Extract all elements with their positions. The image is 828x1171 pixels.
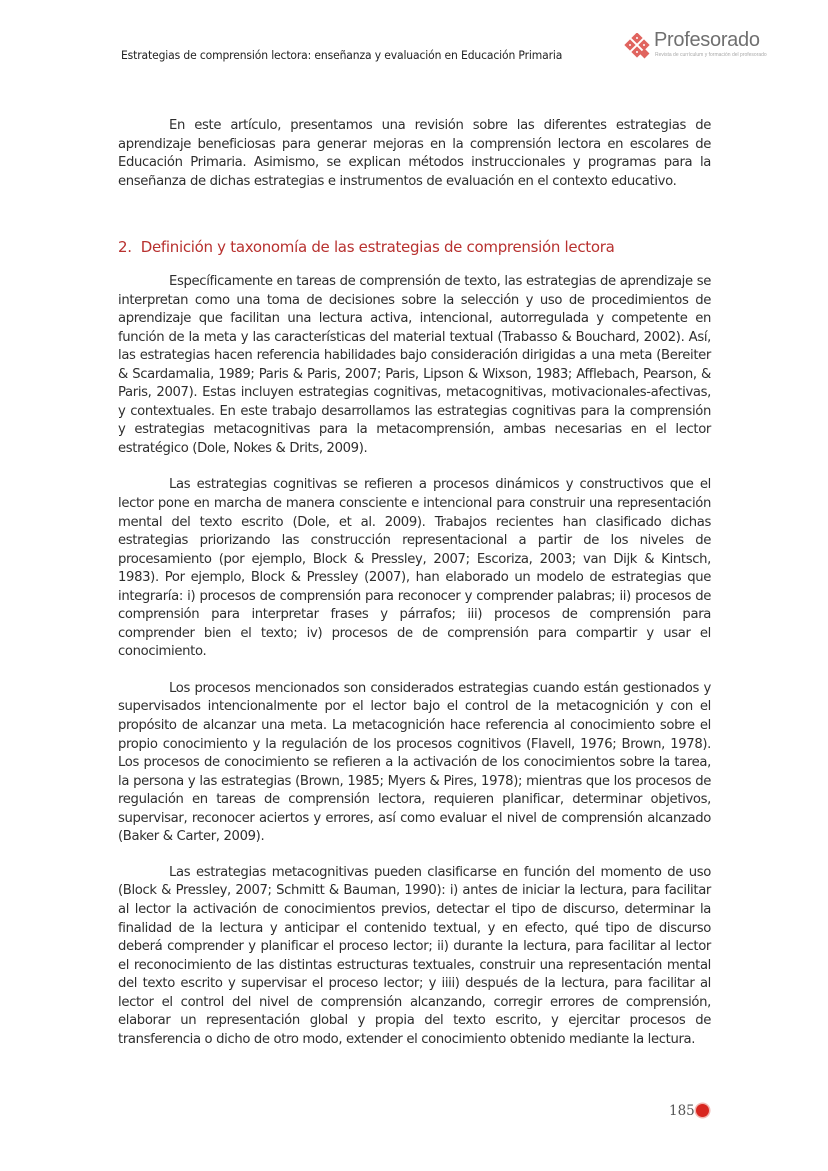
section-heading	[118, 238, 614, 256]
intro-block	[118, 117, 711, 191]
body-paragraph: Los procesos mencionados son considerados estrategias cuando están gestionados y supervisados intencionalmente por el lector bajo el control de la metacognición y con el propósito de alcanzar una meta. La metacognición hace referencia al conocimiento sobre el propio conocimiento y la regulación de los procesos cognitivos (Flavell, 1976; Brown, 1978). Los procesos de conocimiento se refieren a la activación de los conocimientos sobre la tarea, la persona y las estrategias (Brown, 1985; Myers & Pires, 1978); mientras que los procesos de regulación en tareas de comprensión lectora, requieren planificar, determinar objetivos, supervisar, reconocer aciertos y errores, así como evaluar el nivel de comprensión alcanzado (Baker & Carter, 2009).	[118, 680, 711, 845]
section-title: Definición y taxonomía de las estrategias de comprensión lectora	[140, 238, 615, 256]
running-header-title: Estrategias de comprensión lectora: enseñanza y evaluación en Educación Primaria	[121, 48, 563, 62]
logo-subtitle: Revista de currículum y formación del profesorado	[655, 52, 767, 58]
section-number: 2.	[118, 238, 132, 256]
body-paragraph: Específicamente en tareas de comprensión de texto, las estrategias de aprendizaje se interpretan como una toma de decisiones sobre la selección y uso de procedimientos de aprendizaje que facilitan una lectura activa, intencional, autorregulada y competente en función de la meta y las características del material textual (Trabasso & Bouchard, 2002). Así, las estrategias hacen referencia habilidades bajo consideración dirigidas a una meta (Bereiter & Scardamalia, 1989; Paris & Paris, 2007; Paris, Lipson & Wixson, 1983; Afflebach, Pearson, & Paris, 2007). Estas incluyen estrategias cognitivas, metacognitivas, motivacionales-afectivas, y contextuales. En este trabajo desarrollamos las estrategias cognitivas para la comprensión y estrategias metacognitivas para la metacomprensión, ambas necesarias en el lector estratégico (Dole, Nokes & Drits, 2009).	[118, 274, 711, 456]
body-paragraph: Las estrategias metacognitivas pueden clasificarse en función del momento de uso (Block & Pressley, 2007; Schmitt & Bauman, 1990): i) antes de iniciar la lectura, para facilitar al lector la activación de conocimientos previos, detectar el tipo de discurso, determinar la finalidad de la lectura y anticipar el contenido textual, y en efecto, qué tipo de discurso deberá comprender y planificar el proceso lector; ii) durante la lectura, para facilitar al lector el reconocimiento de las distintas estructuras textuales, construir una representación mental del texto escrito y supervisar el proceso lector; y iiii) después de la lectura, para facilitar al lector el control del nivel de comprensión alcanzando, corregir errores de comprensión, elaborar un representación global y propia del texto escrito, y ejercitar procesos de transferencia o dicho de otro modo, extender el conocimiento obtenido mediante la lectura.	[118, 864, 711, 1047]
red-dot-icon	[696, 1104, 709, 1117]
journal-logo	[624, 31, 794, 63]
intro-paragraph: En este artículo, presentamos una revisión sobre las diferentes estrategias de aprendizaje beneficiosas para generar mejoras en la comprensión lectora en escolares de Educación Primaria. Asimismo, se explican métodos instruccionales y programas para la enseñanza de dichas estrategias e instrumentos de evaluación en el contexto educativo.	[118, 118, 711, 189]
section-body	[118, 273, 711, 1049]
logo-wordmark: Profesorado	[654, 29, 760, 51]
profesorado-logo-icon	[624, 33, 654, 61]
body-paragraph: Las estrategias cognitivas se refieren a procesos dinámicos y constructivos que el lector pone en marcha de manera consciente e intencional para construir una representación mental del texto escrito (Dole, et al. 2009). Trabajos recientes han clasificado dichas estrategias priorizando las construcción representacional a partir de los niveles de procesamiento (por ejemplo, Block & Pressley, 2007; Escoriza, 2003; van Dijk & Kintsch, 1983). Por ejemplo, Block & Pressley (2007), han elaborado un modelo de estrategias que integraría: i) procesos de comprensión para reconocer y comprender palabras; ii) procesos de comprensión para interpretar frases y párrafos; iii) procesos de comprensión para comprender bien el texto; iv) procesos de de comprensión para compartir y usar el conocimiento.	[118, 477, 711, 660]
page-number: 185	[669, 1103, 695, 1119]
